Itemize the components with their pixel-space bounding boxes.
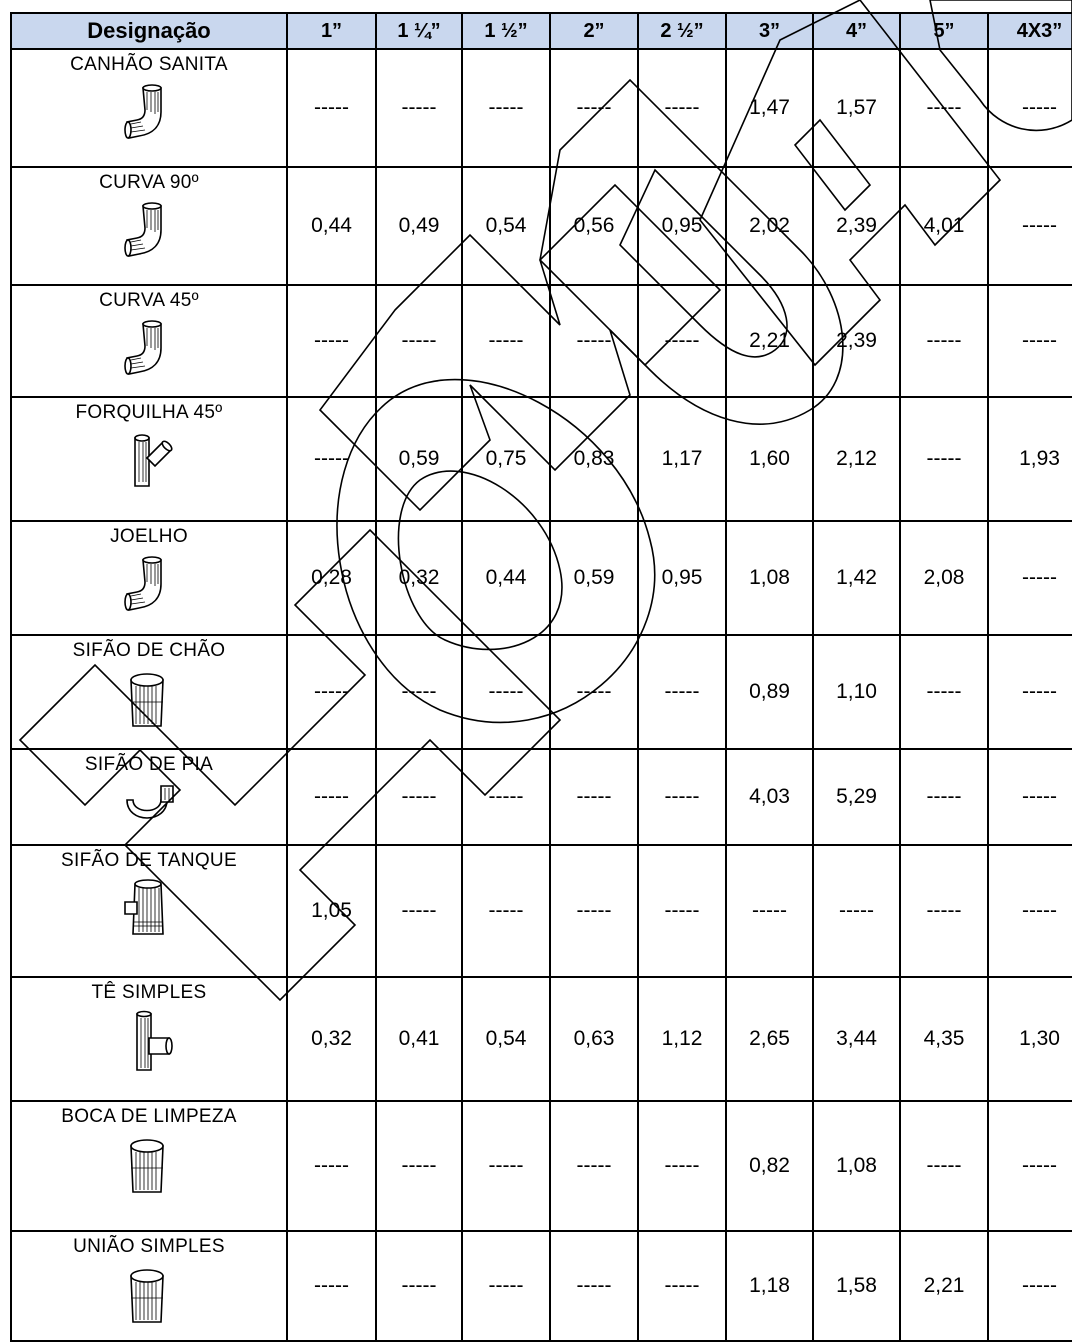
price-cell: ----- (550, 845, 638, 977)
table-row (11, 1231, 1072, 1341)
header-row (11, 13, 1072, 49)
price-cell: ----- (287, 635, 376, 749)
curve-45-fitting-icon (121, 318, 177, 380)
price-cell: 0,44 (462, 521, 550, 635)
price-cell: 1,05 (287, 845, 376, 977)
price-cell: 5,29 (813, 749, 900, 845)
column-header-5in: 5” (900, 13, 988, 49)
column-header-designacao: Designação (11, 13, 287, 49)
price-cell: 1,93 (988, 397, 1072, 521)
price-cell: ----- (462, 749, 550, 845)
price-cell: ----- (726, 845, 813, 977)
price-cell: 0,44 (287, 167, 376, 285)
price-cell: ----- (550, 635, 638, 749)
table-row (11, 749, 1072, 845)
price-cell: ----- (462, 285, 550, 397)
price-cell: ----- (287, 1231, 376, 1341)
price-cell: 2,39 (813, 167, 900, 285)
price-cell: 1,42 (813, 521, 900, 635)
price-cell: 0,82 (726, 1101, 813, 1231)
column-header-4in: 4” (813, 13, 900, 49)
price-cell: 0,89 (726, 635, 813, 749)
price-cell: 1,08 (813, 1101, 900, 1231)
item-designation-cell (11, 977, 287, 1101)
price-cell: 0,41 (376, 977, 462, 1101)
column-header-1-1-4in: 1 ¼” (376, 13, 462, 49)
table-row (11, 521, 1072, 635)
price-cell: 0,32 (376, 521, 462, 635)
price-cell: 4,03 (726, 749, 813, 845)
item-name: BOCA DE LIMPEZA (61, 1106, 237, 1127)
sink-trap-icon (121, 782, 177, 844)
column-header-2in: 2” (550, 13, 638, 49)
elbow-fitting-icon (121, 82, 177, 144)
price-cell: 2,12 (813, 397, 900, 521)
cleanout-plug-icon (121, 1134, 177, 1196)
fittings-price-table (10, 12, 1072, 1342)
item-designation-cell (11, 1231, 287, 1341)
price-cell: ----- (638, 845, 726, 977)
price-cell: ----- (462, 635, 550, 749)
item-designation-cell (11, 635, 287, 749)
item-name: CURVA 90º (99, 172, 199, 193)
price-cell: 1,08 (726, 521, 813, 635)
price-cell: ----- (376, 749, 462, 845)
price-cell: 0,54 (462, 977, 550, 1101)
price-cell: ----- (988, 635, 1072, 749)
price-cell: ----- (376, 49, 462, 167)
price-cell: 0,28 (287, 521, 376, 635)
price-cell: 0,56 (550, 167, 638, 285)
price-cell: ----- (638, 1101, 726, 1231)
price-cell: ----- (376, 1231, 462, 1341)
price-cell: 1,18 (726, 1231, 813, 1341)
price-cell: 1,47 (726, 49, 813, 167)
floor-trap-icon (121, 668, 177, 730)
item-name: JOELHO (110, 526, 188, 547)
price-cell: ----- (462, 49, 550, 167)
item-name: UNIÃO SIMPLES (73, 1236, 225, 1257)
price-cell: ----- (550, 1231, 638, 1341)
price-cell: 2,65 (726, 977, 813, 1101)
price-cell: ----- (287, 285, 376, 397)
price-cell: ----- (900, 1101, 988, 1231)
price-cell: 2,21 (726, 285, 813, 397)
table-row (11, 285, 1072, 397)
price-cell: ----- (376, 285, 462, 397)
item-name: SIFÃO DE TANQUE (61, 850, 237, 871)
price-cell: 1,60 (726, 397, 813, 521)
price-cell: 1,58 (813, 1231, 900, 1341)
price-cell: 2,21 (900, 1231, 988, 1341)
item-designation-cell (11, 1101, 287, 1231)
price-cell: 0,75 (462, 397, 550, 521)
price-cell: ----- (988, 1231, 1072, 1341)
item-designation-cell (11, 167, 287, 285)
column-header-2-1-2in: 2 ½” (638, 13, 726, 49)
price-cell: 4,01 (900, 167, 988, 285)
price-cell: ----- (900, 635, 988, 749)
column-header-3in: 3” (726, 13, 813, 49)
price-cell: 0,59 (376, 397, 462, 521)
column-header-1-1-2in: 1 ½” (462, 13, 550, 49)
price-cell: ----- (900, 397, 988, 521)
price-cell: 2,02 (726, 167, 813, 285)
item-name: CANHÃO SANITA (70, 54, 228, 75)
table-row (11, 397, 1072, 521)
tank-trap-icon (121, 878, 177, 940)
price-cell: 1,30 (988, 977, 1072, 1101)
price-cell: 0,83 (550, 397, 638, 521)
item-designation-cell (11, 285, 287, 397)
price-cell: 0,95 (638, 167, 726, 285)
table-row (11, 49, 1072, 167)
price-cell: ----- (988, 1101, 1072, 1231)
price-cell: ----- (988, 749, 1072, 845)
column-header-1in: 1” (287, 13, 376, 49)
price-cell: ----- (287, 1101, 376, 1231)
price-cell: ----- (550, 1101, 638, 1231)
price-cell: 0,32 (287, 977, 376, 1101)
price-cell: ----- (638, 49, 726, 167)
price-cell: ----- (638, 635, 726, 749)
wye-fitting-icon (121, 430, 177, 492)
price-cell: 0,63 (550, 977, 638, 1101)
item-name: TÊ SIMPLES (91, 982, 207, 1003)
price-cell: ----- (550, 49, 638, 167)
tee-fitting-icon (121, 1010, 177, 1072)
price-cell: 0,95 (638, 521, 726, 635)
price-cell: 1,10 (813, 635, 900, 749)
price-cell: ----- (813, 845, 900, 977)
price-cell: ----- (900, 749, 988, 845)
price-cell: ----- (287, 749, 376, 845)
table-row (11, 635, 1072, 749)
price-cell: ----- (462, 845, 550, 977)
price-cell: 2,08 (900, 521, 988, 635)
price-cell: 1,12 (638, 977, 726, 1101)
price-cell: ----- (376, 845, 462, 977)
union-coupling-icon (121, 1264, 177, 1326)
price-cell: 0,49 (376, 167, 462, 285)
item-designation-cell (11, 845, 287, 977)
price-cell: ----- (900, 49, 988, 167)
price-cell: ----- (638, 1231, 726, 1341)
price-cell: ----- (376, 1101, 462, 1231)
price-cell: ----- (988, 285, 1072, 397)
item-name: CURVA 45º (99, 290, 199, 311)
item-designation-cell (11, 521, 287, 635)
price-cell: 1,57 (813, 49, 900, 167)
price-cell: ----- (988, 521, 1072, 635)
price-cell: ----- (550, 285, 638, 397)
price-cell: 0,59 (550, 521, 638, 635)
price-cell: 2,39 (813, 285, 900, 397)
price-cell: ----- (988, 49, 1072, 167)
curve-90-fitting-icon (121, 200, 177, 262)
price-cell: ----- (900, 285, 988, 397)
price-cell: 0,54 (462, 167, 550, 285)
price-cell: ----- (287, 397, 376, 521)
price-cell: ----- (988, 167, 1072, 285)
price-cell: ----- (900, 845, 988, 977)
table-row (11, 167, 1072, 285)
price-cell: ----- (550, 749, 638, 845)
column-header-4x3in: 4X3” (988, 13, 1072, 49)
price-cell: ----- (376, 635, 462, 749)
price-cell: ----- (462, 1101, 550, 1231)
table-row (11, 1101, 1072, 1231)
price-cell: ----- (462, 1231, 550, 1341)
item-designation-cell (11, 749, 287, 845)
price-cell: 3,44 (813, 977, 900, 1101)
item-name: FORQUILHA 45º (75, 402, 223, 423)
table-row (11, 977, 1072, 1101)
price-cell: ----- (287, 49, 376, 167)
knee-elbow-icon (121, 554, 177, 616)
item-name: SIFÃO DE CHÃO (72, 640, 226, 661)
price-cell: 1,17 (638, 397, 726, 521)
item-designation-cell (11, 49, 287, 167)
table-row (11, 845, 1072, 977)
price-cell: 4,35 (900, 977, 988, 1101)
item-name: SIFÃO DE PIA (84, 754, 214, 775)
price-cell: ----- (638, 285, 726, 397)
price-cell: ----- (988, 845, 1072, 977)
price-cell: ----- (638, 749, 726, 845)
item-designation-cell (11, 397, 287, 521)
